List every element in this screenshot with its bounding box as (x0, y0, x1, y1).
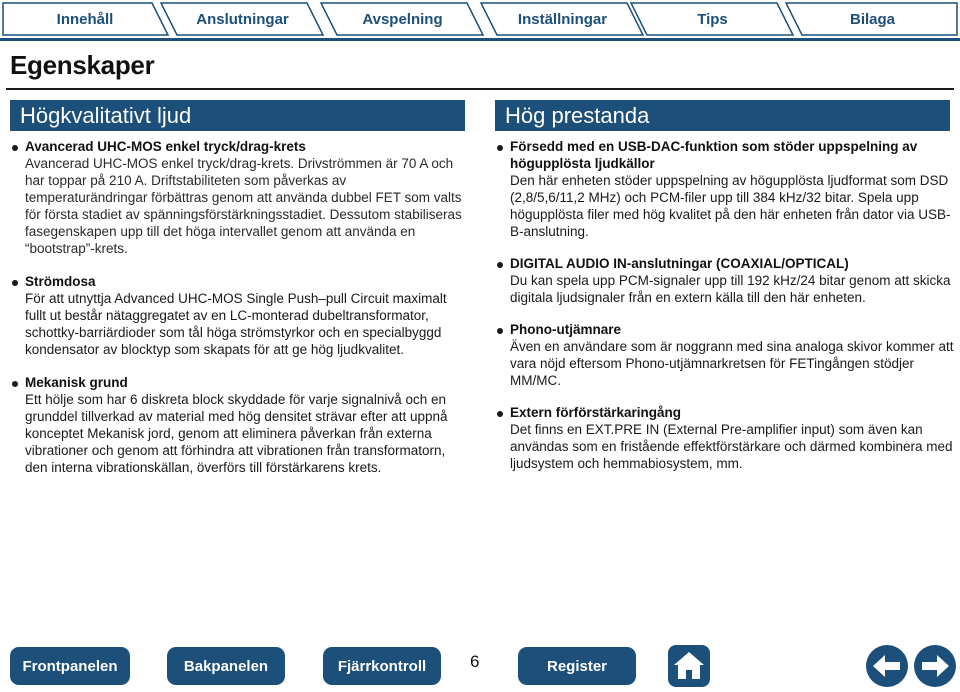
bullet-icon (497, 145, 503, 151)
bullet-icon (12, 145, 18, 151)
tab-label: Innehåll (56, 10, 114, 28)
section-header-label: Högkvalitativt ljud (20, 102, 192, 128)
remote-control-label: Fjärrkontroll (337, 657, 427, 675)
title-divider (6, 88, 954, 90)
bullet-icon (12, 381, 18, 387)
feature-text: Du kan spela upp PCM-signaler upp till 192 kHz/24 bitar genom att skicka digitala ljudsignaler från en extern källa till den här enheten. (510, 273, 951, 305)
page-number: 6 (470, 652, 480, 671)
front-panel-label: Frontpanelen (22, 657, 118, 675)
tab-anslutningar[interactable] (160, 2, 325, 36)
top-tab-bar (0, 0, 960, 38)
register-label: Register (546, 657, 608, 675)
back-panel-label: Bakpanelen (183, 657, 269, 675)
feature-item (495, 255, 955, 306)
feature-title: DIGITAL AUDIO IN-anslutningar (COAXIAL/OPTICAL) (510, 256, 849, 271)
feature-text: Även en användare som är noggrann med sina analoga skivor kommer att vara nöjd eftersom Phono-utjämnarkretsen för FETingången stödjer MM/MC. (510, 339, 954, 388)
front-panel-button[interactable] (10, 647, 130, 685)
tab-label: Bilaga (849, 10, 895, 28)
section-header-high-quality-sound (10, 100, 465, 131)
feature-title: Phono-utjämnare (510, 322, 622, 337)
bullet-icon (497, 262, 503, 268)
tab-bar-rule (0, 38, 960, 41)
bullet-icon (12, 280, 18, 286)
back-panel-button[interactable] (167, 647, 285, 685)
feature-item (495, 138, 955, 240)
right-feature-list (495, 138, 955, 472)
home-button[interactable] (667, 644, 711, 688)
feature-title: Strömdosa (25, 274, 96, 289)
tab-label: Anslutningar (196, 10, 289, 28)
feature-text: Ett hölje som har 6 diskreta block skyddade för varje signalnivå och en grunddel tillverkad av material med hög densitet strävar efter att uppnå konceptet Mekanisk jord, genom att eliminera påverkan från externa vibrationer och genom att förhindra att vibrationen från transformatorn, den interna vibrationskällan, överförs till förstärkarens krets. (25, 392, 448, 475)
feature-item (495, 321, 955, 389)
tab-installningar[interactable] (480, 2, 645, 36)
feature-item (10, 374, 470, 476)
tab-label: Tips (697, 10, 728, 28)
tab-innehall[interactable] (0, 2, 170, 36)
tab-tips[interactable] (630, 2, 795, 36)
tab-label: Avspelning (362, 10, 443, 28)
feature-text: Det finns en EXT.PRE IN (External Pre-amplifier input) som även kan användas som en fristående effektförstärkare och därmed kombinera med ljudsystem och hemmabiosystem, mm. (510, 422, 953, 471)
feature-item (495, 404, 955, 472)
arrow-left-icon (865, 644, 909, 688)
previous-page-button[interactable] (865, 644, 909, 688)
tab-label: Inställningar (517, 10, 608, 28)
bullet-icon (497, 328, 503, 334)
feature-item (10, 138, 470, 257)
tab-avspelning[interactable] (320, 2, 485, 36)
feature-title: Extern förförstärkaringång (510, 405, 682, 420)
feature-item (10, 273, 470, 358)
register-button[interactable] (518, 647, 636, 685)
feature-text: Den här enheten stöder uppspelning av högupplösta ljudformat som DSD (2,8/5,6/11,2 MHz) och PCM-filer upp till 384 kHz/32 bitar. Spela upp högupplösta filer med hög kvalitet på den här enheten från dator via USB-B-anslutning. (510, 173, 951, 239)
left-feature-list (10, 138, 470, 476)
feature-title: Mekanisk grund (25, 375, 128, 390)
feature-text: Avancerad UHC-MOS enkel tryck/drag-krets. Drivströmmen är 70 A och har toppar på 210 A. Driftstabiliteten som påverkas av temperaturändringar förbättras genom att använda dubbel FET som valts för första stadiet av spänningsförstärkningsstadiet. Dessutom stabiliseras fasegenskapen upp till det höga intervallet genom att använda en “bootstrap”-krets. (25, 156, 462, 256)
section-header-label: Hög prestanda (505, 102, 650, 128)
feature-title: Avancerad UHC-MOS enkel tryck/drag-krets (25, 139, 306, 154)
bullet-icon (497, 411, 503, 417)
remote-control-button[interactable] (323, 647, 441, 685)
tab-bilaga[interactable] (785, 2, 960, 36)
section-header-high-performance (495, 100, 950, 131)
arrow-right-icon (913, 644, 957, 688)
home-icon (667, 644, 711, 688)
page-title: Egenskaper (10, 50, 155, 80)
feature-text: För att utnyttja Advanced UHC-MOS Single Push–pull Circuit maximalt fullt ut består nätaggregatet av en LC-monterad dubeltransformator, schottky-barriärdioder som tål höga strömstyrkor och en specialbyggd kondensator av blocktyp som skapats för att ge hög ljudkvalitet. (25, 291, 447, 357)
feature-title: Försedd med en USB-DAC-funktion som stöder uppspelning av högupplösta ljudkällor (510, 139, 918, 171)
next-page-button[interactable] (913, 644, 957, 688)
